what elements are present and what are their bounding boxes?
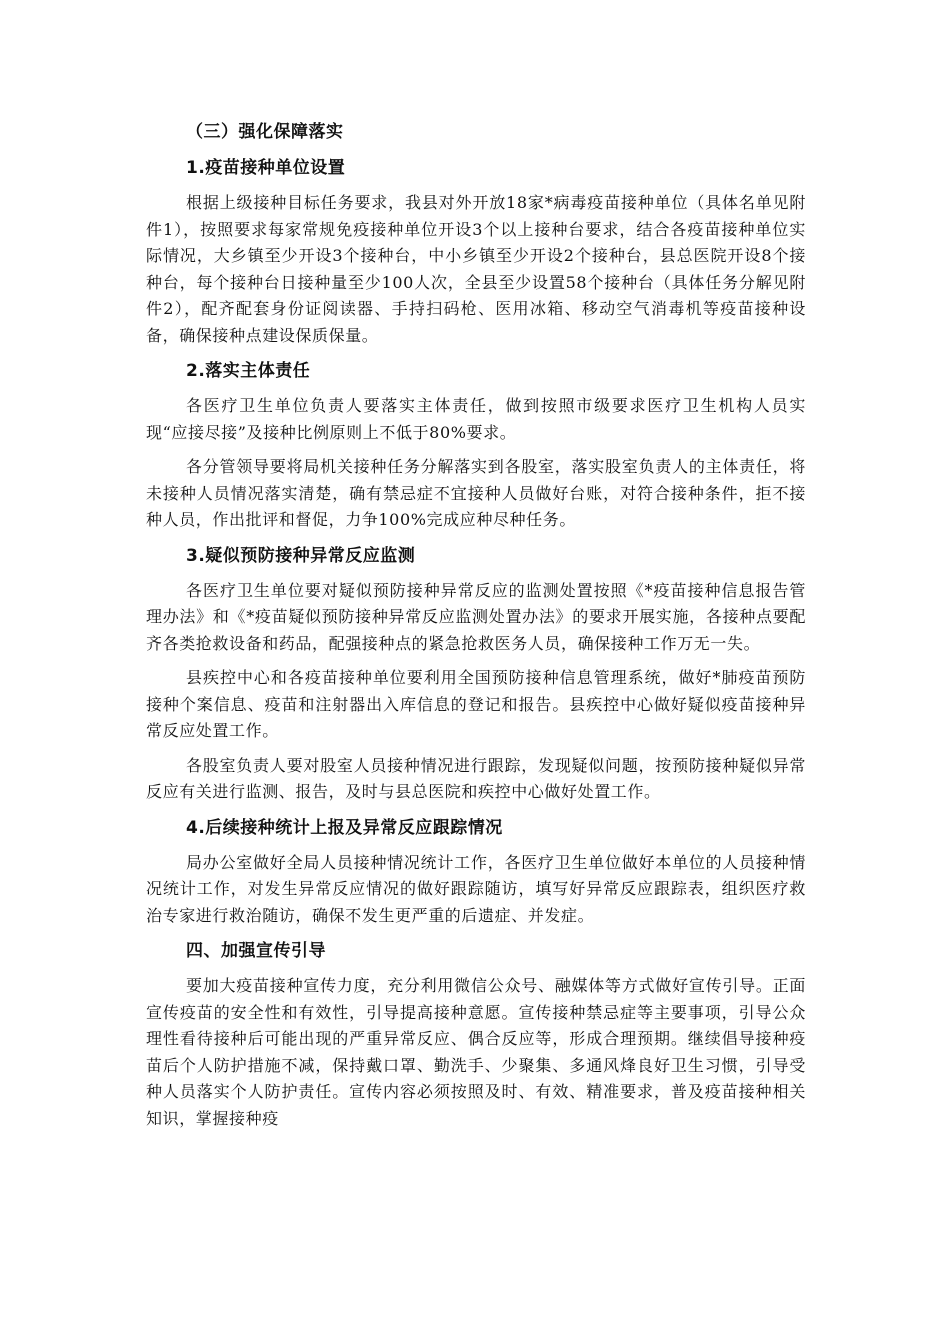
subsection-title-1: 1.疫苗接种单位设置: [186, 158, 346, 178]
paragraph: 根据上级接种目标任务要求，我县对外开放18家*病毒疫苗接种单位（具体名单见附件1），按照要求每家常规免疫接种单位开设3个以上接种台要求，结合各疫苗接种单位实际情况，大乡镇至少开设3个接种台，中小乡镇至少开设2个接种台，县总医院开设8个接种台，每个接种台日接种量至少100人次，全县至少设置58个接种台（具体任务分解见附件2），配齐配套身份证阅读器、手持扫码枪、医用冰箱、移动空气消毒机等疫苗接种设备，确保接种点建设保质保量。: [146, 193, 806, 345]
paragraph: 各股室负责人要对股室人员接种情况进行跟踪，发现疑似问题，按预防接种疑似异常反应有关进行监测、报告，及时与县总医院和疾控中心做好处置工作。: [146, 755, 806, 801]
subsection-title-3: 3.疑似预防接种异常反应监测: [186, 545, 416, 566]
paragraph: 各分管领导要将局机关接种任务分解落实到各股室，落实股室负责人的主体责任，将未接种人员情况落实清楚，确有禁忌症不宜接种人员做好台账，对符合接种条件，拒不接种人员，作出批评和督促，力争100%完成应种尽种任务。: [146, 457, 806, 529]
section-heading: （三）强化保障落实: [186, 122, 344, 142]
paragraph: 各医疗卫生单位负责人要落实主体责任，做到按照市级要求医疗卫生机构人员实现“应接尽接”及接种比例原则上不低于80%要求。: [146, 396, 806, 442]
paragraph: 各医疗卫生单位要对疑似预防接种异常反应的监测处置按照《*疫苗接种信息报告管理办法》和《*疫苗疑似预防接种异常反应监测处置办法》的要求开展实施，各接种点要配齐各类抢救设备和药品，配强接种点的紧急抢救医务人员，确保接种工作万无一失。: [146, 580, 806, 653]
section-title-4: 四、加强宣传引导: [186, 941, 326, 961]
document-page: [146, 118, 806, 1140]
subsection-title-4: 4.后续接种统计上报及异常反应跟踪情况: [186, 817, 503, 838]
paragraph: 要加大疫苗接种宣传力度，充分利用微信公众号、融媒体等方式做好宣传引导。正面宣传疫苗的安全性和有效性，引导提高接种意愿。宣传接种禁忌症等主要事项，引导公众理性看待接种后可能出现的严重异常反应、偶合反应等，形成合理预期。继续倡导接种疫苗后个人防护措施不减，保持戴口罩、勤洗手、少聚集、多通风烽良好卫生习惯，引导受种人员落实个人防护责任。宣传内容必须按照及时、有效、精准要求，普及疫苗接种相关知识，掌握接种疫: [146, 976, 806, 1128]
paragraph: 局办公室做好全局人员接种情况统计工作，各医疗卫生单位做好本单位的人员接种情况统计工作，对发生异常反应情况的做好跟踪随访，填写好异常反应跟踪表，组织医疗救治专家进行救治随访，确保不发生更严重的后遗症、并发症。: [146, 852, 806, 925]
paragraph: 县疾控中心和各疫苗接种单位要利用全国预防接种信息管理系统，做好*肺疫苗预防接种个案信息、疫苗和注射器出入库信息的登记和报告。县疾控中心做好疑似疫苗接种异常反应处置工作。: [146, 668, 806, 740]
subsection-title-2: 2.落实主体责任: [186, 361, 311, 381]
